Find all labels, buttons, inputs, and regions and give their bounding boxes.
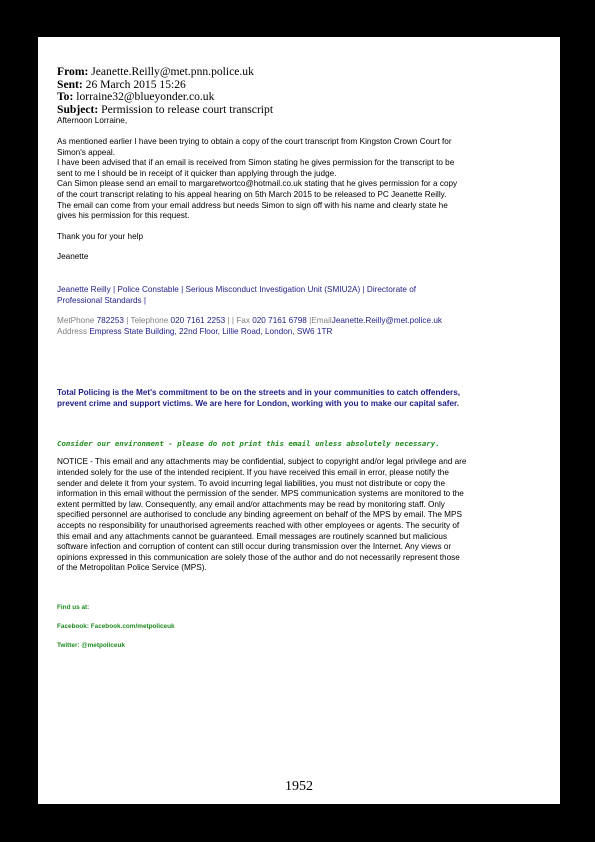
document-page — [38, 37, 560, 804]
twitter-link[interactable]: Twitter: @metpoliceuk — [57, 642, 125, 649]
notice-line: opinions expressed in this communication are solely those of the author and do not necessarily represent those — [57, 552, 460, 562]
subject-line — [57, 104, 554, 117]
slogan — [57, 388, 554, 409]
environment-notice: Consider our environment - please do not print this email unless absolutely necessary. — [57, 439, 440, 449]
email-header — [57, 66, 554, 116]
greeting: Afternoon Lorraine, — [57, 116, 128, 126]
legal-notice — [57, 457, 554, 574]
contact-line — [57, 316, 554, 327]
notice-line: accepts no responsibility for unauthorised agreements reached with other employees or agents. The security of — [57, 521, 460, 531]
signature-line-1: Jeanette Reilly | Police Constable | Serious Misconduct Investigation Unit (SMIU2A) | Directorate of — [57, 284, 417, 294]
telephone-value: 020 7161 2253 — [170, 316, 226, 326]
slogan-line: Total Policing is the Met's commitment to be on the streets and in your communities to catch offenders, — [57, 388, 461, 398]
facebook-link[interactable]: Facebook: Facebook.com/metpoliceuk — [57, 623, 175, 630]
notice-line: intended solely for the use of the intended recipient. If you have received this email in error, please notify the — [57, 468, 449, 478]
signature-line-2: Professional Standards | — [57, 295, 147, 305]
email-body — [57, 137, 554, 222]
find-us-label: Find us at: — [57, 604, 90, 611]
to-label: To: — [57, 90, 74, 104]
notice-line: NOTICE - This email and any attachments may be confidential, subject to copyright and/or legal privilege and are — [57, 457, 467, 467]
notice-line: specified personnel are authorised to conclude any binding agreement on behalf of the MPS by email. The MPS — [57, 510, 462, 520]
notice-line: this email and any attachments cannot be guaranteed. Email messages are routinely scanned but malicious — [57, 531, 448, 541]
fax-label: | | Fax — [227, 316, 250, 326]
address-line — [57, 327, 554, 338]
from-value: Jeanette.Reilly@met.pnn.police.uk — [91, 65, 254, 78]
email-value: Jeanette.Reilly@met.police.uk — [331, 316, 442, 326]
signoff: Jeanette — [57, 252, 89, 262]
body-line: sent to me I should be in receipt of it quicker than applying through the judge. — [57, 168, 337, 178]
fax-value: 020 7161 6798 — [252, 316, 307, 326]
metphone-value: 782253 — [96, 316, 124, 326]
email-label: |Email — [309, 316, 332, 326]
notice-line: sender and delete it from your system. To avoid incurring legal liabilities, you must not distribute or copy the — [57, 478, 446, 488]
body-line: of the court transcript relating to his appeal hearing on 5th March 2015 to be released to PC Jeanette Reilly. — [57, 189, 447, 199]
body-line: As mentioned earlier I have been trying to obtain a copy of the court transcript from Kingston Crown Court for — [57, 136, 452, 146]
sent-value: 26 March 2015 15:26 — [85, 77, 186, 91]
notice-line: software infection and corruption of content can still occur during transmission over the Internet. Any views or — [57, 542, 452, 552]
body-line: I have been advised that if an email is received from Simon stating he gives permission for the transcript to be — [57, 158, 455, 168]
subject-value: Permission to release court transcript — [101, 102, 274, 116]
notice-line: extent permitted by law. Consequently, any email and/or attachments may be read by monitoring staff. Only — [57, 499, 445, 509]
signature-block — [57, 285, 554, 337]
subject-label: Subject: — [57, 102, 99, 116]
body-line: The email can come from your email address but needs Simon to sign off with his name and clearly state he — [57, 200, 448, 210]
body-line: Simon's appeal. — [57, 147, 116, 157]
metphone-label: MetPhone — [57, 316, 95, 326]
slogan-line: prevent crime and support victims. We are here for London, working with you to make our capital safer. — [57, 398, 460, 408]
address-value: Empress State Building, 22nd Floor, Lillie Road, London, SW6 1TR — [89, 326, 333, 336]
from-label: From: — [57, 65, 89, 78]
telephone-label: | Telephone — [126, 316, 169, 326]
body-line: gives his permission for this request. — [57, 211, 190, 221]
page-number: 1952 — [285, 779, 313, 794]
notice-line: information in this email without the permission of the sender. MPS communication systems are monitored to the — [57, 489, 464, 499]
thanks-line: Thank you for your help — [57, 231, 144, 241]
address-label: Address — [57, 326, 88, 336]
notice-line: of the Metropolitan Police Service (MPS). — [57, 563, 207, 573]
email-content — [57, 66, 554, 649]
body-line: Can Simon please send an email to margaretwortco@hotmail.co.uk stating that he gives permission for a copy — [57, 179, 458, 189]
to-value: lorraine32@blueyonder.co.uk — [76, 90, 215, 104]
sent-label: Sent: — [57, 77, 83, 91]
